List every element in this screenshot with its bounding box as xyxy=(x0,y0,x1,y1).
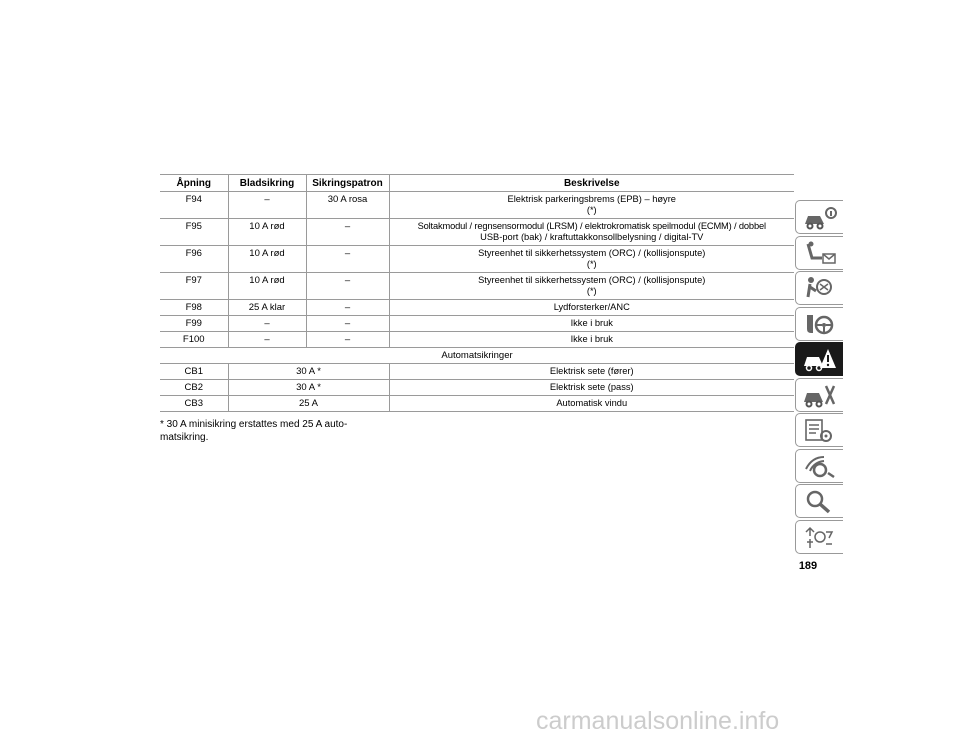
table-row xyxy=(160,396,794,412)
cell-blade: 10 A rød xyxy=(228,219,306,246)
tab-service[interactable] xyxy=(795,378,843,412)
table-header-row xyxy=(160,175,794,192)
car-info-icon xyxy=(802,204,838,232)
cell-opening: F96 xyxy=(160,246,228,273)
tab-seat-warning[interactable] xyxy=(795,236,843,270)
description-line: Styreenhet til sikkerhetssystem (ORC) / (kollisjonspute) xyxy=(478,248,706,258)
table-row xyxy=(160,332,794,348)
table-row xyxy=(160,300,794,316)
cell-cartridge: – xyxy=(306,219,389,246)
cell-description: Automatisk vindu xyxy=(389,396,794,412)
footnote xyxy=(160,418,375,444)
tab-languages[interactable] xyxy=(795,520,843,554)
cell-cartridge: – xyxy=(306,332,389,348)
cell-opening: CB1 xyxy=(160,364,228,380)
cell-opening: F97 xyxy=(160,273,228,300)
footnote-line: matsikring. xyxy=(160,432,209,443)
cell-opening: CB3 xyxy=(160,396,228,412)
header-cartridge-fuse: Sikringspatron xyxy=(306,175,389,192)
cell-opening: F95 xyxy=(160,219,228,246)
cell-description xyxy=(389,300,794,316)
cell-description xyxy=(389,246,794,273)
fuse-table xyxy=(160,174,794,412)
table-row xyxy=(160,192,794,219)
cell-cartridge: – xyxy=(306,316,389,332)
tab-steering[interactable] xyxy=(795,307,843,341)
header-blade-fuse: Bladsikring xyxy=(228,175,306,192)
header-description: Beskrivelse xyxy=(389,175,794,192)
description-line: Elektrisk parkeringsbrems (EPB) – høyre xyxy=(507,194,676,204)
tab-multimedia[interactable] xyxy=(795,449,843,483)
seat-warning-icon xyxy=(802,240,838,268)
cell-blade: – xyxy=(228,332,306,348)
cell-rating: 30 A * xyxy=(228,364,389,380)
cell-cartridge: 30 A rosa xyxy=(306,192,389,219)
description-line: Lydforsterker/ANC xyxy=(553,302,630,312)
languages-icon xyxy=(802,524,838,552)
cell-blade: – xyxy=(228,192,306,219)
cell-description xyxy=(389,332,794,348)
hazard-car-icon xyxy=(802,346,838,374)
tab-airbag[interactable] xyxy=(795,271,843,305)
table-row xyxy=(160,316,794,332)
cell-rating: 30 A * xyxy=(228,380,389,396)
cell-blade: – xyxy=(228,316,306,332)
table-row xyxy=(160,380,794,396)
cell-description xyxy=(389,219,794,246)
cell-opening: F94 xyxy=(160,192,228,219)
description-line: USB-port (bak) / kraftuttakkonsollbelysning / digital-TV xyxy=(480,232,704,242)
table-row xyxy=(160,273,794,300)
cell-blade: 10 A rød xyxy=(228,273,306,300)
header-opening: Åpning xyxy=(160,175,228,192)
tab-index[interactable] xyxy=(795,484,843,518)
chapter-tabs xyxy=(795,200,843,555)
multimedia-icon xyxy=(802,453,838,481)
section-row xyxy=(160,348,794,364)
table-row xyxy=(160,364,794,380)
description-line: Soltakmodul / regnsensormodul (LRSM) / elektrokromatisk speilmodul (ECMM) / dobbel xyxy=(417,221,766,231)
cell-blade: 10 A rød xyxy=(228,246,306,273)
tab-car-info[interactable] xyxy=(795,200,843,234)
cell-description: Elektrisk sete (fører) xyxy=(389,364,794,380)
footnote-line: * 30 A minisikring erstattes med 25 A auto- xyxy=(160,419,348,430)
steering-wheel-icon xyxy=(802,311,838,339)
watermark: carmanualsonline.info xyxy=(536,707,780,735)
cell-description: Elektrisk sete (pass) xyxy=(389,380,794,396)
cell-blade: 25 A klar xyxy=(228,300,306,316)
description-line: (*) xyxy=(586,205,597,215)
specifications-icon xyxy=(802,417,838,445)
description-line: Styreenhet til sikkerhetssystem (ORC) / (kollisjonspute) xyxy=(478,275,706,285)
car-service-icon xyxy=(802,382,838,410)
cell-opening: CB2 xyxy=(160,380,228,396)
cell-rating: 25 A xyxy=(228,396,389,412)
cell-opening: F99 xyxy=(160,316,228,332)
cell-cartridge: – xyxy=(306,300,389,316)
table-row xyxy=(160,219,794,246)
table-row xyxy=(160,246,794,273)
tab-specifications[interactable] xyxy=(795,413,843,447)
description-line: (*) xyxy=(586,259,597,269)
description-line: Ikke i bruk xyxy=(570,334,613,344)
description-line: Ikke i bruk xyxy=(570,318,613,328)
description-line: (*) xyxy=(586,286,597,296)
cell-cartridge: – xyxy=(306,246,389,273)
cell-opening: F100 xyxy=(160,332,228,348)
cell-description xyxy=(389,316,794,332)
airbag-icon xyxy=(802,275,838,303)
cell-description xyxy=(389,192,794,219)
cell-cartridge: – xyxy=(306,273,389,300)
search-index-icon xyxy=(802,488,838,516)
page-number: 189 xyxy=(798,560,818,572)
section-title: Automatsikringer xyxy=(160,348,794,364)
tab-emergency[interactable] xyxy=(795,342,843,376)
cell-description xyxy=(389,273,794,300)
cell-opening: F98 xyxy=(160,300,228,316)
